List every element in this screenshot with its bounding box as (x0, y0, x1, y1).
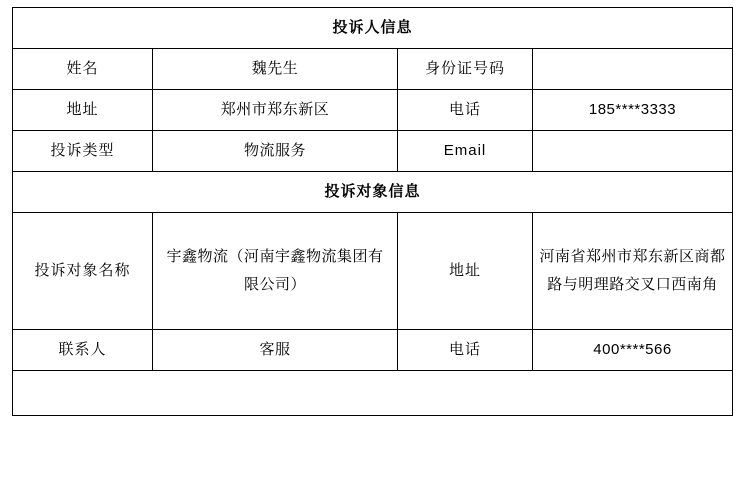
table-row (13, 90, 733, 131)
field-label-respondent-address: 地址 (398, 213, 533, 330)
field-label-address: 地址 (13, 90, 153, 131)
field-value-email (533, 131, 733, 172)
field-value-contact-person: 客服 (153, 330, 398, 371)
field-label-email: Email (398, 131, 533, 172)
table-row (13, 330, 733, 371)
field-label-contact-phone: 电话 (398, 330, 533, 371)
field-value-address: 郑州市郑东新区 (153, 90, 398, 131)
field-value-complaint-type: 物流服务 (153, 131, 398, 172)
field-value-contact-phone: 400****566 (533, 330, 733, 371)
field-label-name: 姓名 (13, 49, 153, 90)
field-value-respondent-name: 宇鑫物流（河南宇鑫物流集团有限公司） (153, 213, 398, 330)
section-title-complainant: 投诉人信息 (13, 8, 733, 49)
field-label-id-number: 身份证号码 (398, 49, 533, 90)
table-row (13, 49, 733, 90)
table-row (13, 213, 733, 330)
field-label-respondent-name: 投诉对象名称 (13, 213, 153, 330)
section-header-row (13, 172, 733, 213)
field-value-respondent-address: 河南省郑州市郑东新区商都路与明理路交叉口西南角 (533, 213, 733, 330)
complaint-table (12, 7, 733, 416)
field-label-complaint-type: 投诉类型 (13, 131, 153, 172)
table-row-blank (13, 371, 733, 416)
field-label-phone: 电话 (398, 90, 533, 131)
field-value-name: 魏先生 (153, 49, 398, 90)
field-value-phone: 185****3333 (533, 90, 733, 131)
field-label-contact-person: 联系人 (13, 330, 153, 371)
table-row (13, 131, 733, 172)
blank-cell (13, 371, 733, 416)
section-title-respondent: 投诉对象信息 (13, 172, 733, 213)
section-header-row (13, 8, 733, 49)
field-value-id-number (533, 49, 733, 90)
